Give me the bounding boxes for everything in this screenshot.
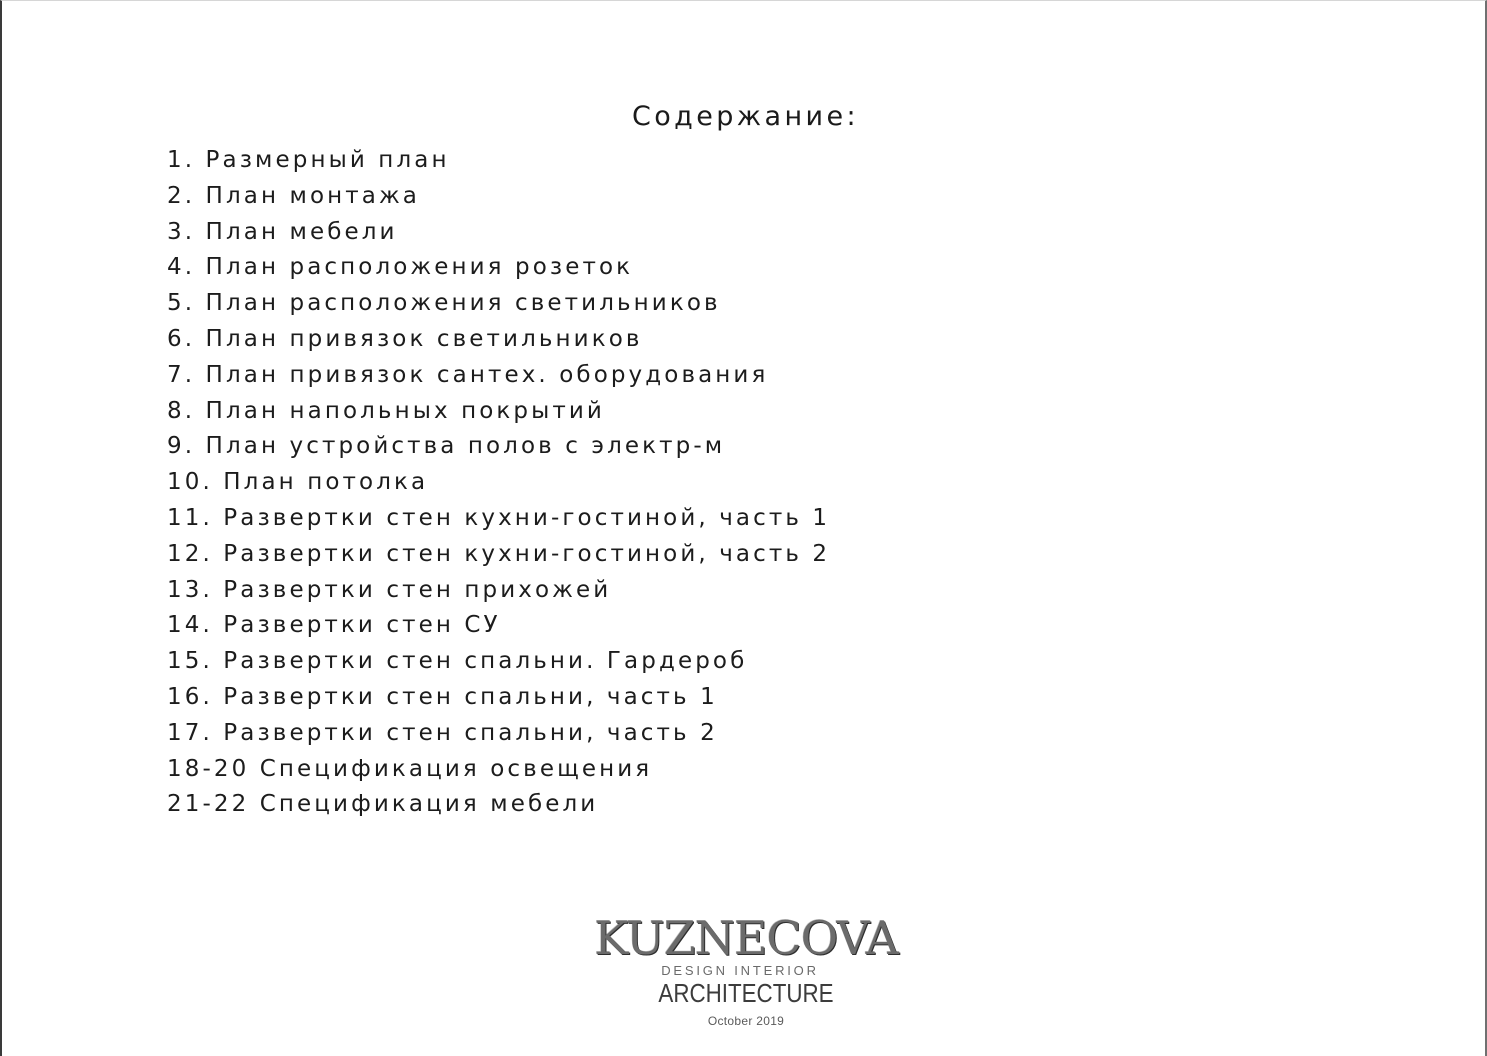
- logo-tagline: ARCHITECTURE: [658, 978, 834, 1008]
- toc-item: 18-20 Спецификация освещения: [167, 755, 653, 782]
- toc-item: 15. Развертки стен спальни. Гардероб: [167, 648, 748, 675]
- toc-item: 7. План привязок сантех. оборудования: [167, 361, 769, 388]
- toc-item: 17. Развертки стен спальни, часть 2: [167, 719, 718, 746]
- toc-item: 11. Развертки стен кухни-гостиной, часть 1: [167, 504, 831, 531]
- toc-item: 12. Развертки стен кухни-гостиной, часть 2: [167, 540, 831, 567]
- document-date: October 2019: [707, 1014, 785, 1028]
- toc-item: 16. Развертки стен спальни, часть 1: [167, 683, 718, 710]
- toc-item: 1. Размерный план: [167, 147, 450, 173]
- toc-item: 9. План устройства полов с электр-м: [167, 433, 726, 460]
- toc-item: 5. План расположения светильников: [167, 290, 721, 317]
- logo-brand-name: KUZNECOVA: [594, 911, 898, 965]
- toc-item: 4. План расположения розеток: [167, 254, 634, 281]
- toc-item: 3. План мебели: [167, 218, 398, 245]
- logo-subtitle: DESIGN INTERIOR: [661, 963, 819, 978]
- table-of-contents: [167, 143, 830, 823]
- toc-item: 21-22 Спецификация мебели: [167, 791, 599, 818]
- toc-item: 14. Развертки стен СУ: [167, 612, 501, 639]
- toc-item: 2. План монтажа: [167, 182, 420, 209]
- toc-item: 13. Развертки стен прихожей: [167, 576, 612, 603]
- toc-item: 6. План привязок светильников: [167, 325, 643, 352]
- toc-item: 10. План потолка: [167, 469, 429, 496]
- page-title: Содержание:: [632, 101, 859, 133]
- company-logo: [590, 913, 902, 1033]
- toc-item: 8. План напольных покрытий: [167, 397, 605, 424]
